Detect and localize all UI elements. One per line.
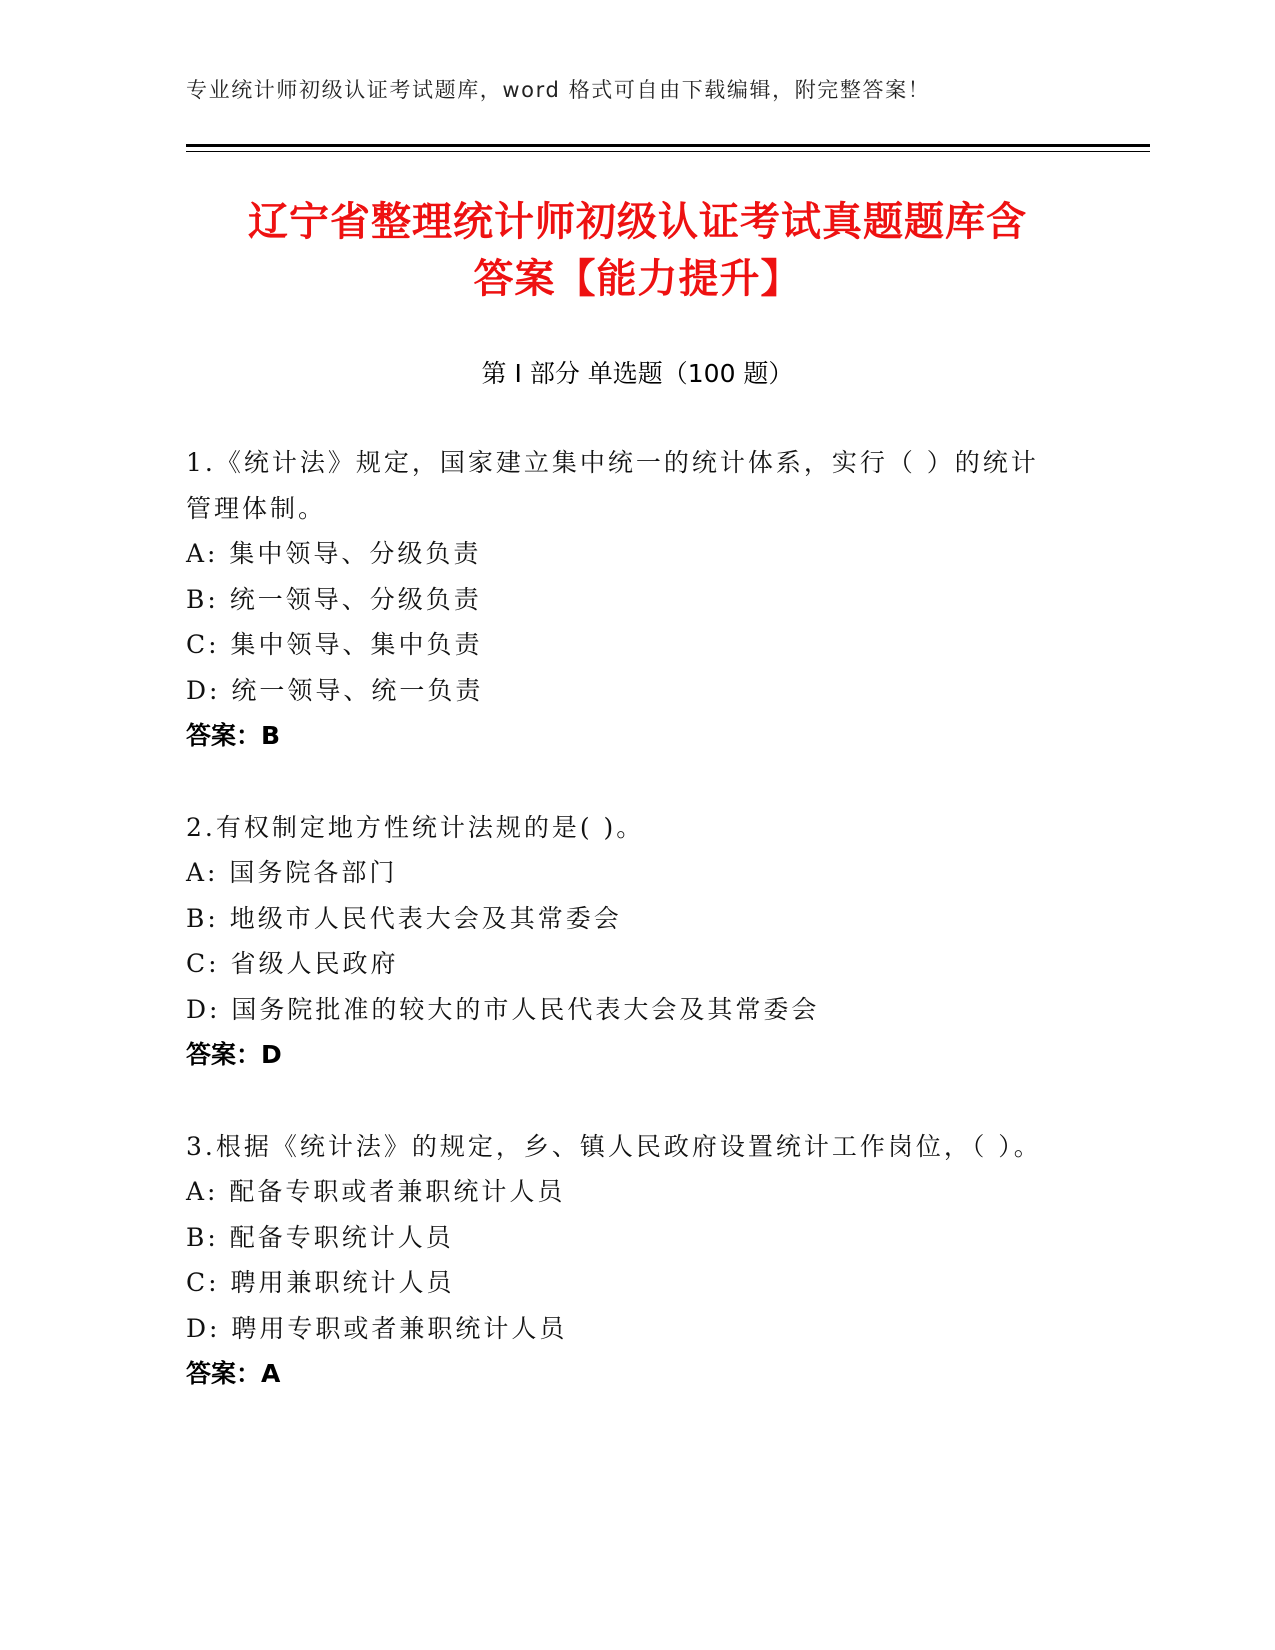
question-stem: 3.根据《统计法》的规定，乡、镇人民政府设置统计工作岗位，（ ）。: [186, 1131, 1042, 1161]
question-1: [186, 440, 1086, 759]
option-b: B: 地级市人民代表大会及其常委会: [186, 903, 622, 933]
option-c: C: 聘用兼职统计人员: [186, 1268, 455, 1297]
document-title: [150, 194, 1125, 308]
option-c: C: 省级人民政府: [186, 949, 399, 978]
option-a: A: 配备专职或者兼职统计人员: [186, 1177, 566, 1206]
option-c: C: 集中领导、集中负责: [186, 630, 483, 659]
option-a: A: 国务院各部门: [186, 858, 398, 887]
title-line-1: 辽宁省整理统计师初级认证考试真题题库含: [248, 199, 1027, 245]
header-note: 专业统计师初级认证考试题库，word 格式可自由下载编辑，附完整答案！: [186, 78, 931, 102]
header-rule-thick: [186, 144, 1150, 147]
answer: 答案：D: [186, 1040, 282, 1069]
question-stem: 2.有权制定地方性统计法规的是( )。: [186, 812, 645, 842]
answer: 答案：B: [186, 721, 281, 750]
option-b: B: 配备专职统计人员: [186, 1222, 454, 1252]
header-rule-thin: [186, 151, 1150, 152]
answer: 答案：A: [186, 1359, 281, 1388]
question-3: [186, 1124, 1086, 1397]
title-line-2: 答案【能力提升】: [473, 256, 802, 302]
option-a: A: 集中领导、分级负责: [186, 539, 482, 568]
question-stem: 1.《统计法》规定，国家建立集中统一的统计体系，实行（ ）的统计管理体制。: [186, 448, 1039, 523]
section-heading: 第 I 部分 单选题（100 题）: [481, 359, 794, 388]
option-b: B: 统一领导、分级负责: [186, 584, 482, 614]
option-d: D: 统一领导、统一负责: [186, 675, 484, 705]
option-d: D: 聘用专职或者兼职统计人员: [186, 1313, 568, 1343]
question-2: [186, 805, 1086, 1078]
option-d: D: 国务院批准的较大的市人民代表大会及其常委会: [186, 994, 820, 1024]
question-list: [186, 440, 1086, 1443]
